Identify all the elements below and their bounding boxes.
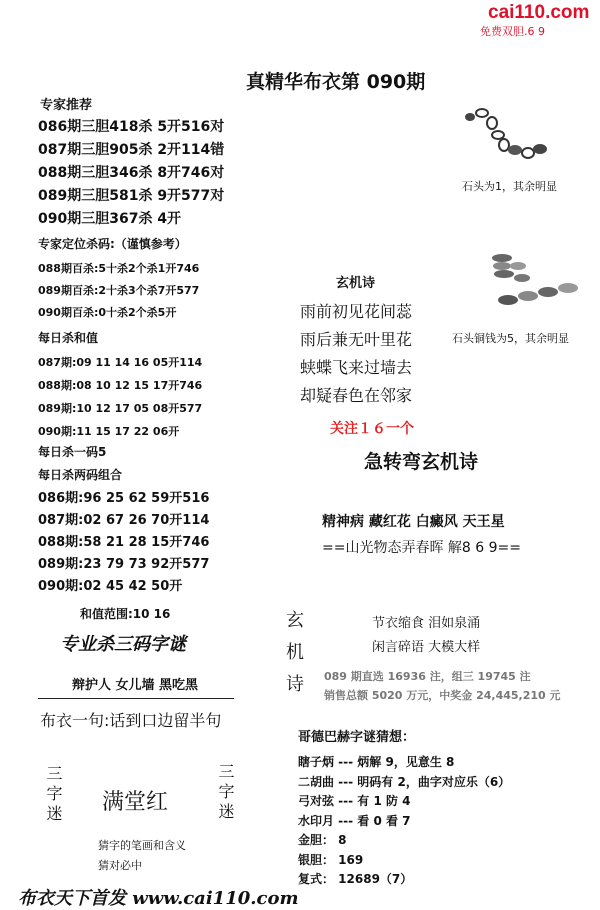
xuanji-line: 闲言碎语 大模大样 [372, 640, 481, 655]
poem-title: 玄机诗 [336, 276, 376, 291]
list-item: 086期三胆418杀 5开516对 [38, 119, 225, 135]
hint-2: 猜对必中 [98, 859, 142, 872]
list-item: 087期:02 67 26 70开114 [38, 513, 210, 528]
follow-text: 关注１６一个 [330, 421, 414, 437]
xuanji-lines [372, 612, 480, 660]
diseases-line: 精神病 藏红花 白癜风 天王星 [322, 514, 505, 530]
riddle-box [32, 745, 240, 885]
xuanji-char: 诗 [286, 674, 304, 695]
hint-1: 猜字的笔画和含义 [98, 839, 186, 852]
sum-range: 和值范围:10 16 [80, 607, 171, 621]
riddle-line: 辩护人 女儿墙 黑吃黑 [72, 678, 199, 693]
list-item: 088期三胆346杀 8开746对 [38, 165, 225, 181]
list-item: 088期:08 10 12 15 17开746 [38, 379, 203, 392]
xuanji-char: 玄 [286, 610, 304, 631]
stone1-caption: 石头为1，其余明显 [462, 180, 557, 193]
position-title: 专家定位杀码:（谨慎参考） [38, 237, 187, 251]
kill-two-title: 每日杀两码组合 [38, 468, 123, 482]
site-sub-text: 免费双胆.6 9 [480, 25, 545, 38]
sales-line-1: 089 期直选 16936 注，组三 19745 注 [324, 670, 531, 683]
pro-title: 专业杀三码字谜 [60, 634, 186, 655]
poem-line: 蛱蝶飞来过墙去 [300, 358, 413, 377]
stone2-caption: 石头铜钱为5，其余明显 [452, 332, 569, 345]
list-item: 089期:10 12 17 05 08开577 [38, 402, 203, 415]
stones-image-2 [488, 248, 588, 310]
list-item: 水印月 --- 看 0 看 7 [298, 813, 411, 828]
sum-title: 每日杀和值 [38, 331, 99, 345]
site-watermark [480, 0, 600, 38]
poem [300, 298, 412, 410]
list-item: 瞎子炳 --- 炳解 9，见意生 8 [298, 755, 455, 769]
list-item: 090期:02 45 42 50开 [38, 579, 183, 594]
full-red: 满堂红 [102, 790, 169, 815]
list-item: 090期:11 15 17 22 06开 [38, 425, 180, 438]
list-item: 086期:96 25 62 59开516 [38, 491, 210, 506]
page-title: 真精华布衣第 090期 [246, 71, 426, 93]
divider [38, 698, 234, 699]
list-item: 089期百杀:2十杀3个杀7开577 [38, 284, 200, 297]
list-item: 088期:58 21 28 15开746 [38, 535, 210, 550]
list-item: 090期三胆367杀 4开 [38, 211, 182, 227]
list-item: 二胡曲 --- 明码有 2，曲字对应乐（6） [298, 774, 511, 789]
list-item: 089期:23 79 73 92开577 [38, 557, 210, 572]
footer: 布衣天下首发 www.cai110.com [18, 888, 299, 909]
three-char-left: 三字迷 [44, 765, 63, 825]
list-item: 复式： 12689（7） [298, 872, 413, 886]
list-item: 089期三胆581杀 9开577对 [38, 188, 225, 204]
buyi-line: 布衣一句:话到口边留半句 [40, 711, 222, 730]
list-item: 090期百杀:0十杀2个杀5开 [38, 306, 177, 319]
kill-two-list [38, 488, 209, 598]
poem-line: 雨后兼无叶里花 [300, 330, 413, 349]
three-char-right: 三字迷 [216, 763, 235, 823]
list-item: 弓对弦 --- 有 1 防 4 [298, 794, 411, 808]
site-logo-text: cai110.com [488, 2, 590, 23]
sales-line-2: 销售总额 5020 万元，中奖金 24,445,210 元 [324, 689, 561, 702]
xuanji-vertical [286, 605, 304, 701]
xuanji-char: 机 [286, 642, 304, 663]
expert-title: 专家推荐 [40, 98, 93, 113]
list-item: 087期三胆905杀 2开114错 [38, 142, 225, 158]
kill-one: 每日杀一码5 [38, 445, 107, 459]
stones-image-1 [460, 105, 555, 170]
list-item: 银胆： 169 [298, 852, 364, 867]
poem-line: 雨前初见花间蕊 [300, 302, 413, 321]
goba-title: 哥德巴赫字谜猜想： [298, 730, 416, 745]
sum-list [38, 351, 202, 443]
expert-list [38, 116, 224, 231]
turn-title: 急转弯玄机诗 [364, 451, 479, 473]
solution-line: ==山光物态弄春晖 解8 6 9== [322, 540, 521, 556]
goba-list [298, 753, 510, 890]
list-item: 金胆： 8 [298, 833, 347, 847]
list-item: 087期:09 11 14 16 05开114 [38, 356, 203, 369]
xuanji-line: 节衣缩食 泪如泉涌 [372, 616, 481, 631]
position-list [38, 258, 199, 324]
poem-line: 却疑春色在邻家 [300, 386, 413, 405]
list-item: 088期百杀:5十杀2个杀1开746 [38, 262, 200, 275]
